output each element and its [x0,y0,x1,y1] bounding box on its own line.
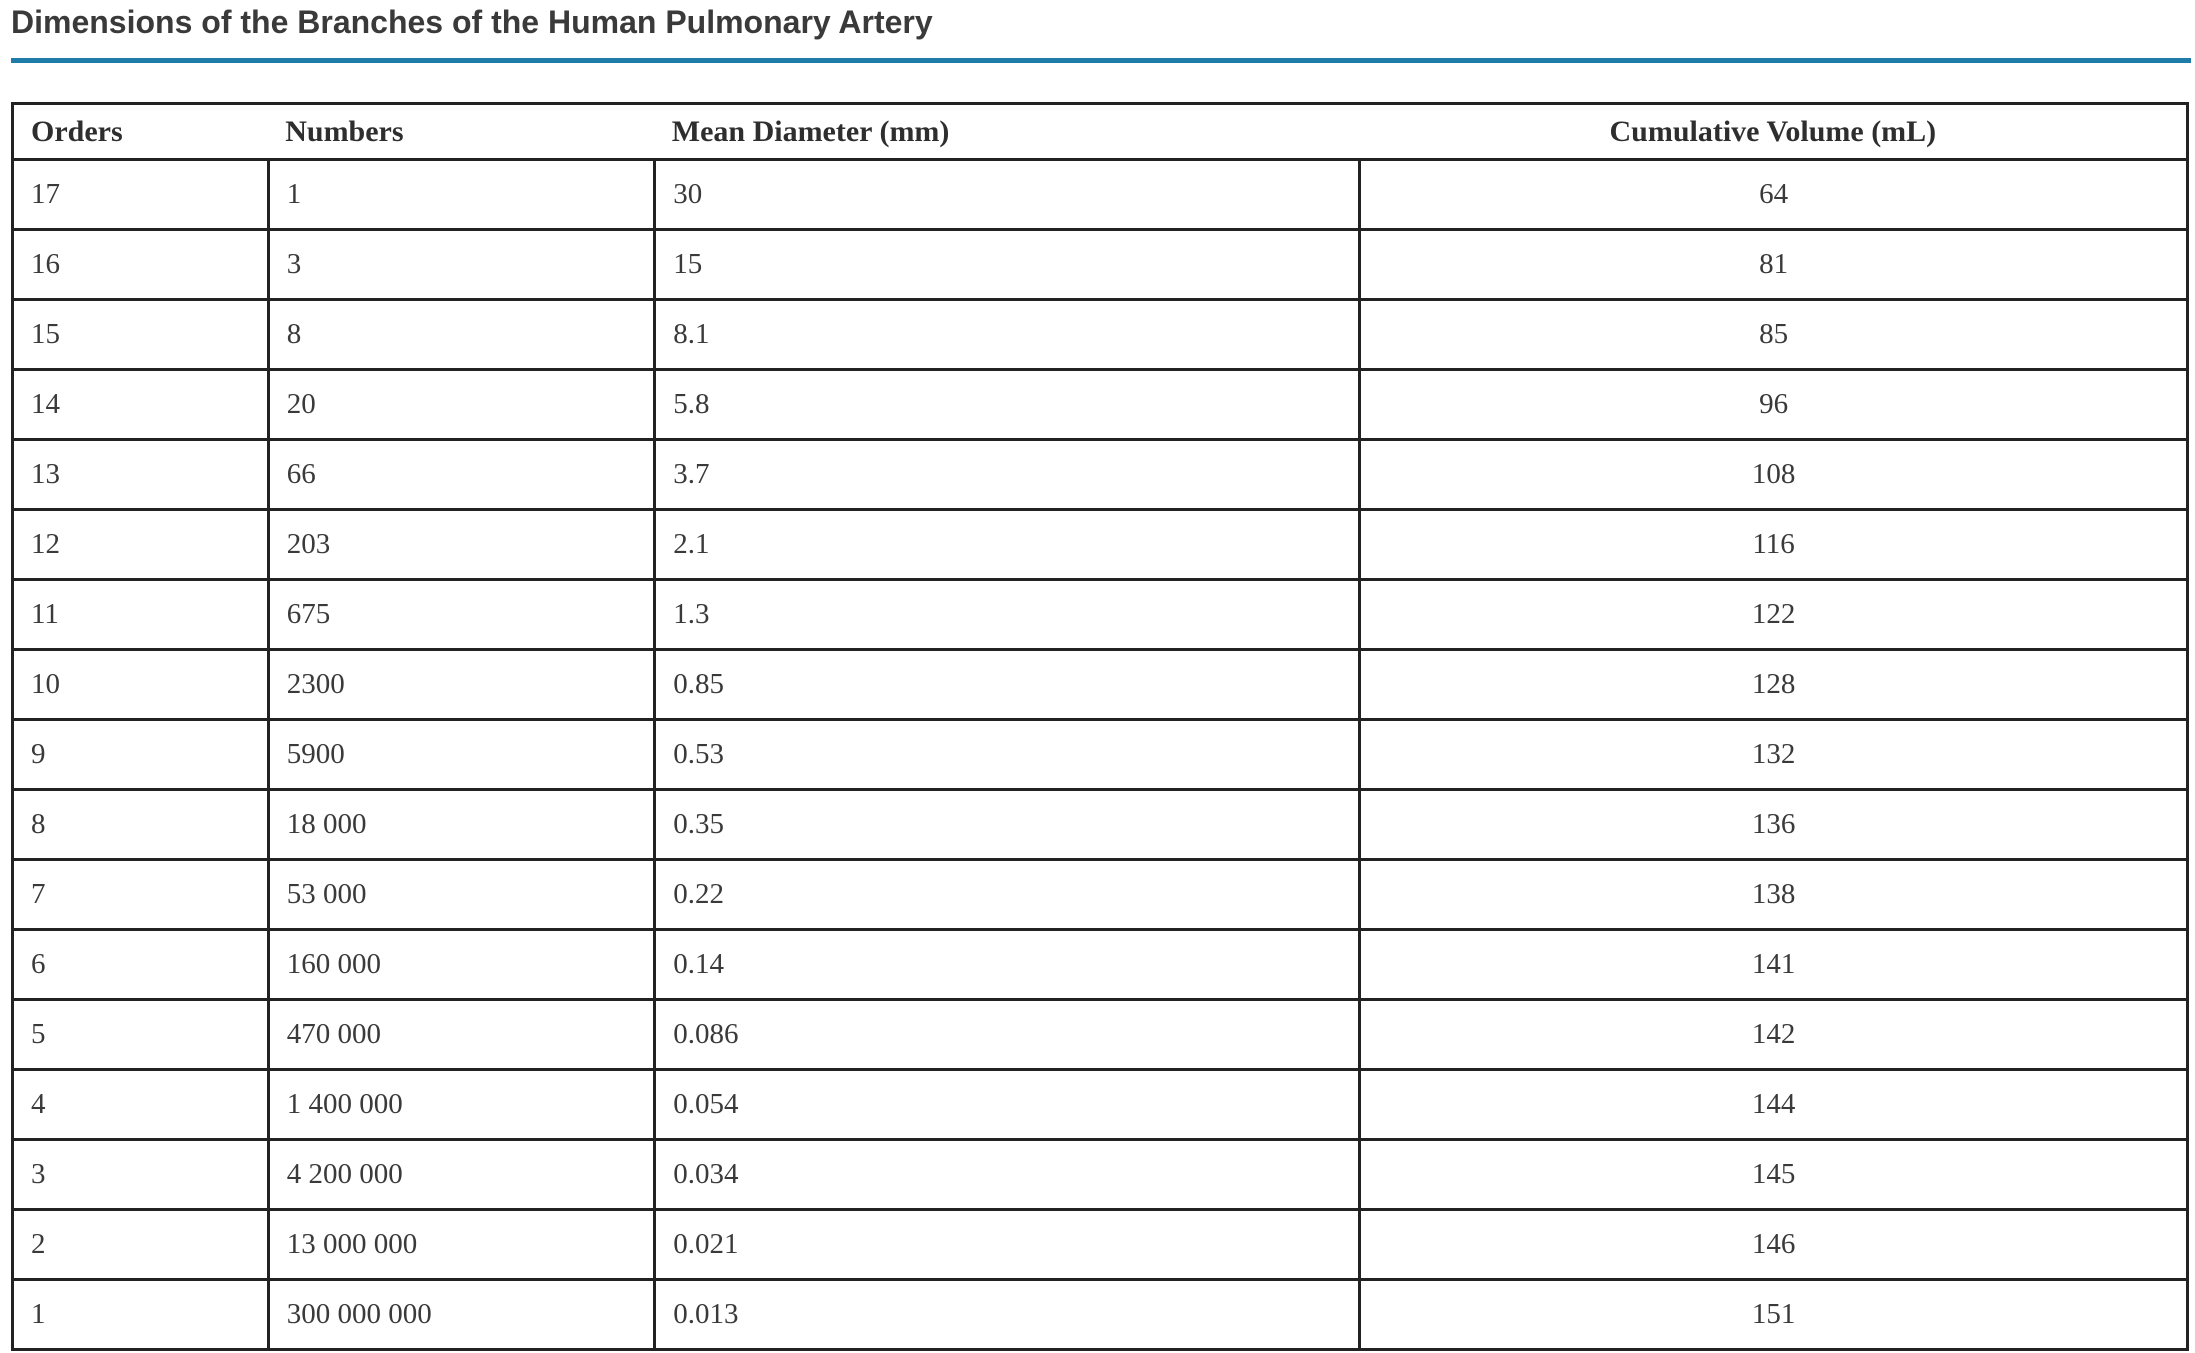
cell-number: 3 [268,230,655,300]
cell-mean-diameter: 0.013 [655,1280,1360,1350]
cell-mean-diameter: 0.021 [655,1210,1360,1280]
table-row [13,860,2188,930]
table-row [13,580,2188,650]
cell-order: 6 [13,930,269,1000]
cell-number: 1 [268,160,655,230]
table-row [13,230,2188,300]
table-header-row [13,104,2188,160]
table-row [13,160,2188,230]
cell-number: 20 [268,370,655,440]
cell-mean-diameter: 0.85 [655,650,1360,720]
cell-number: 5900 [268,720,655,790]
cell-order: 9 [13,720,269,790]
cell-number: 18 000 [268,790,655,860]
cell-number: 13 000 000 [268,1210,655,1280]
cell-mean-diameter: 8.1 [655,300,1360,370]
cell-order: 5 [13,1000,269,1070]
cell-number: 160 000 [268,930,655,1000]
cell-order: 11 [13,580,269,650]
cell-order: 7 [13,860,269,930]
cell-mean-diameter: 0.14 [655,930,1360,1000]
cell-order: 16 [13,230,269,300]
cell-cumulative-volume: 145 [1360,1140,2188,1210]
cell-number: 470 000 [268,1000,655,1070]
pulmonary-artery-table [11,102,2189,1351]
cell-mean-diameter: 0.086 [655,1000,1360,1070]
table-row [13,1070,2188,1140]
cell-cumulative-volume: 85 [1360,300,2188,370]
cell-order: 3 [13,1140,269,1210]
table-row [13,370,2188,440]
cell-mean-diameter: 0.034 [655,1140,1360,1210]
cell-cumulative-volume: 96 [1360,370,2188,440]
cell-number: 4 200 000 [268,1140,655,1210]
cell-order: 14 [13,370,269,440]
table-row [13,1000,2188,1070]
cell-cumulative-volume: 128 [1360,650,2188,720]
cell-cumulative-volume: 122 [1360,580,2188,650]
cell-order: 10 [13,650,269,720]
cell-cumulative-volume: 116 [1360,510,2188,580]
cell-mean-diameter: 2.1 [655,510,1360,580]
cell-cumulative-volume: 142 [1360,1000,2188,1070]
header-cumulative-volume: Cumulative Volume (mL) [1360,104,2188,160]
cell-mean-diameter: 0.22 [655,860,1360,930]
page-title: Dimensions of the Branches of the Human Pulmonary Artery [11,4,933,40]
cell-number: 8 [268,300,655,370]
cell-order: 13 [13,440,269,510]
cell-number: 2300 [268,650,655,720]
cell-order: 17 [13,160,269,230]
cell-mean-diameter: 3.7 [655,440,1360,510]
cell-order: 2 [13,1210,269,1280]
table-row [13,440,2188,510]
cell-order: 4 [13,1070,269,1140]
cell-cumulative-volume: 81 [1360,230,2188,300]
table-body [13,160,2188,1350]
cell-cumulative-volume: 136 [1360,790,2188,860]
header-numbers: Numbers [268,104,655,160]
cell-cumulative-volume: 108 [1360,440,2188,510]
cell-cumulative-volume: 64 [1360,160,2188,230]
table-row [13,790,2188,860]
cell-mean-diameter: 30 [655,160,1360,230]
cell-number: 203 [268,510,655,580]
cell-cumulative-volume: 144 [1360,1070,2188,1140]
cell-mean-diameter: 0.054 [655,1070,1360,1140]
cell-mean-diameter: 0.35 [655,790,1360,860]
table-row [13,1280,2188,1350]
table-row [13,930,2188,1000]
cell-mean-diameter: 1.3 [655,580,1360,650]
cell-mean-diameter: 5.8 [655,370,1360,440]
cell-number: 675 [268,580,655,650]
cell-number: 66 [268,440,655,510]
table-row [13,720,2188,790]
table-row [13,1140,2188,1210]
cell-order: 15 [13,300,269,370]
cell-cumulative-volume: 132 [1360,720,2188,790]
title-divider [11,58,2191,63]
cell-number: 1 400 000 [268,1070,655,1140]
cell-order: 12 [13,510,269,580]
cell-mean-diameter: 15 [655,230,1360,300]
cell-cumulative-volume: 146 [1360,1210,2188,1280]
cell-mean-diameter: 0.53 [655,720,1360,790]
table-row [13,510,2188,580]
table-row [13,300,2188,370]
cell-order: 1 [13,1280,269,1350]
cell-number: 53 000 [268,860,655,930]
cell-number: 300 000 000 [268,1280,655,1350]
header-mean-diameter: Mean Diameter (mm) [655,104,1360,160]
header-orders: Orders [13,104,269,160]
cell-order: 8 [13,790,269,860]
table-row [13,1210,2188,1280]
table-row [13,650,2188,720]
cell-cumulative-volume: 141 [1360,930,2188,1000]
cell-cumulative-volume: 138 [1360,860,2188,930]
cell-cumulative-volume: 151 [1360,1280,2188,1350]
